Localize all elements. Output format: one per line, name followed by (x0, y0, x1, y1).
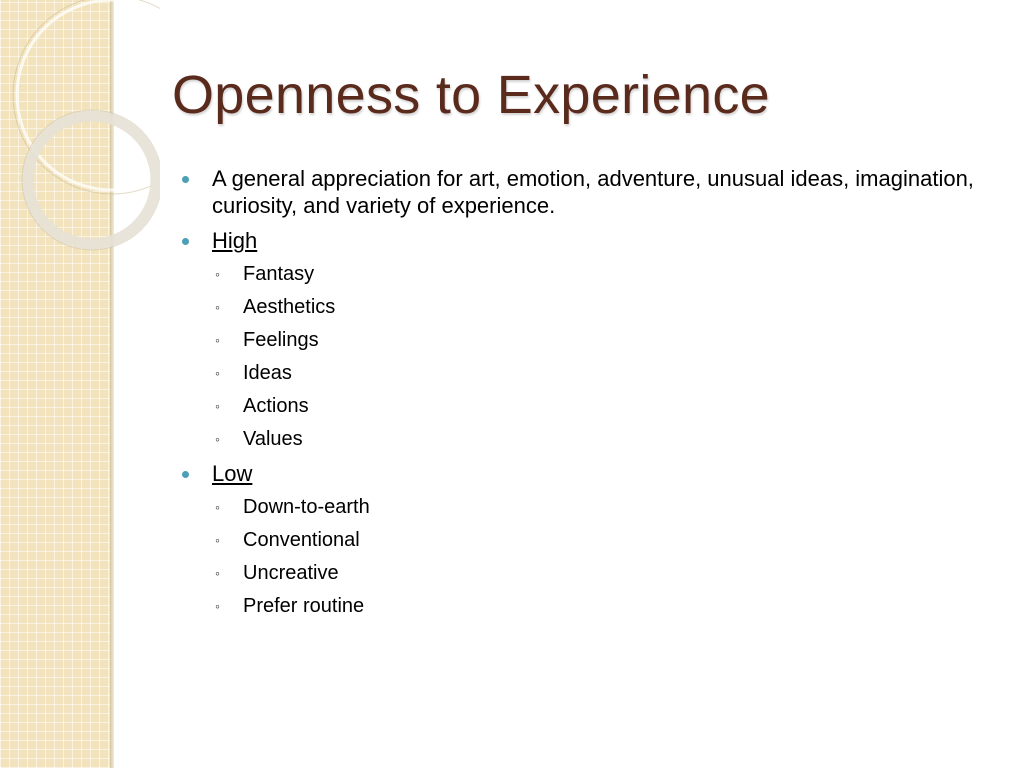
list-item-label: Down-to-earth (243, 496, 370, 518)
decorative-rings (0, 0, 160, 260)
list-item-label: Aesthetics (243, 296, 336, 318)
hollow-circle-bullet-icon: ◦ (215, 532, 220, 548)
list-item (182, 361, 982, 385)
list-item-label: Values (243, 428, 303, 450)
list-item-label: Uncreative (243, 562, 339, 584)
list-item (182, 295, 982, 319)
hollow-circle-bullet-icon: ◦ (215, 365, 220, 381)
list-item (182, 528, 982, 552)
list-item-label: Actions (243, 395, 309, 417)
bullet-definition (182, 165, 982, 219)
slide-body (182, 165, 982, 627)
hollow-circle-bullet-icon: ◦ (215, 565, 220, 581)
hollow-circle-bullet-icon: ◦ (215, 499, 220, 515)
hollow-circle-bullet-icon: ◦ (215, 431, 220, 447)
hollow-circle-bullet-icon: ◦ (215, 332, 220, 348)
list-item (182, 561, 982, 585)
hollow-circle-bullet-icon: ◦ (215, 299, 220, 315)
list-item-label: Ideas (243, 362, 292, 384)
bullet-low (182, 460, 982, 487)
hollow-circle-bullet-icon: ◦ (215, 598, 220, 614)
list-item-label: Fantasy (243, 263, 315, 285)
hollow-circle-bullet-icon: ◦ (215, 398, 220, 414)
definition-text: A general appreciation for art, emotion, adventure, unusual ideas, imagination, curiosity, and variety of experience. (212, 166, 974, 218)
list-item (182, 427, 982, 451)
list-item-label: Prefer routine (243, 595, 365, 617)
bullet-high (182, 227, 982, 254)
high-heading: High (212, 228, 258, 253)
filled-circle-bullet-icon (182, 471, 189, 478)
filled-circle-bullet-icon (182, 176, 189, 183)
list-item (182, 594, 982, 618)
low-heading: Low (212, 461, 253, 486)
filled-circle-bullet-icon (182, 238, 189, 245)
list-item (182, 328, 982, 352)
list-item (182, 394, 982, 418)
list-item (182, 495, 982, 519)
list-item-label: Feelings (243, 329, 319, 351)
slide-title: Openness to Experience (172, 65, 770, 125)
list-item (182, 262, 982, 286)
hollow-circle-bullet-icon: ◦ (215, 266, 220, 282)
list-item-label: Conventional (243, 529, 360, 551)
